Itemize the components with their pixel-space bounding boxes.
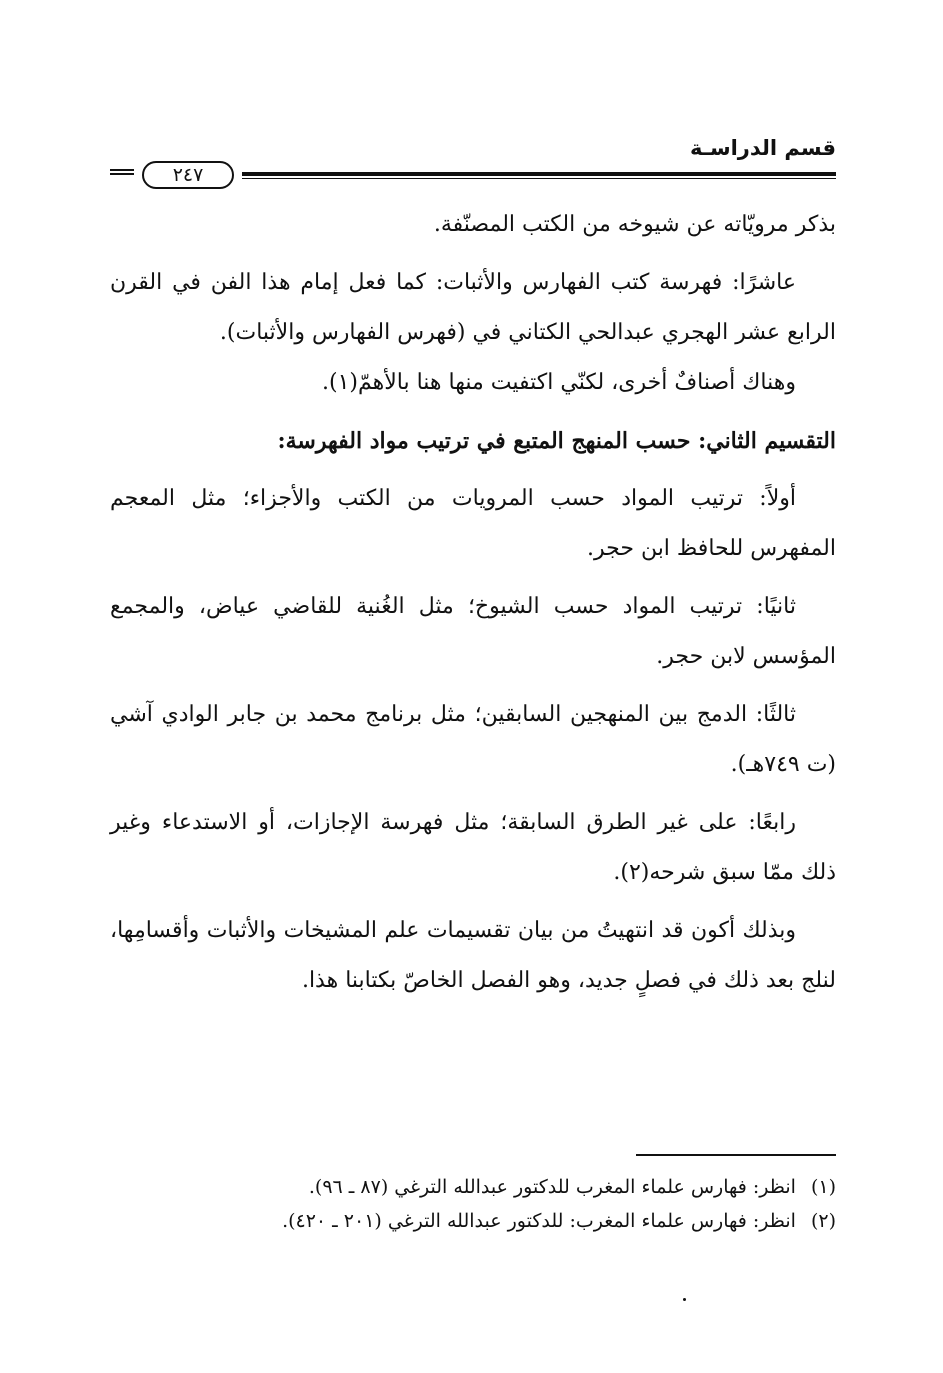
spacer	[110, 790, 836, 798]
page-header	[110, 128, 836, 184]
footnote-number: (١)	[810, 1176, 836, 1198]
print-speck	[683, 1298, 686, 1301]
page-number: ٢٤٧	[142, 161, 234, 189]
header-rule-thick	[242, 172, 836, 176]
paragraph-fourth: رابعًا: على غير الطرق السابقة؛ مثل فهرسة الإجازات، أو الاستدعاء وغير ذلك ممّا سبق شرحه(٢).	[110, 810, 836, 885]
header-rule-thin	[242, 178, 836, 179]
spacer	[110, 898, 836, 906]
footnotes	[110, 1170, 836, 1238]
spacer	[110, 466, 836, 474]
footnote-number: (٢)	[810, 1210, 836, 1232]
paragraph-continuation: بذكر مرويّاته عن شيوخه من الكتب المصنّفة.	[433, 212, 836, 237]
paragraph-conclusion: وبذلك أكون قد انتهيتُ من بيان تقسيمات علم المشيخات والأثبات وأقسامِها، لنلج بعد ذلك في فصلٍ جديد، وهو الفصل الخاصّ بكتابنا هذا.	[110, 918, 836, 993]
spacer	[110, 408, 836, 416]
footnote-text: انظر: فهارس علماء المغرب للدكتور عبدالله الترغي (٨٧ ـ ٩٦).	[308, 1176, 796, 1198]
section-title: قسم الدراسـة	[690, 136, 836, 160]
paragraph-second: ثانيًا: ترتيب المواد حسب الشيوخ؛ مثل الغُنية للقاضي عياض، والمجمع المؤسس لابن حجر.	[110, 594, 836, 669]
paragraph-third: ثالثًا: الدمج بين المنهجين السابقين؛ مثل برنامج محمد بن جابر الوادي آشي (ت ٧٤٩هـ).	[110, 702, 836, 777]
paragraph-other-types: وهناك أصنافٌ أخرى، لكنّي اكتفيت منها هنا بالأهمّ(١).	[321, 370, 796, 395]
footnote-text: انظر: فهارس علماء المغرب: للدكتور عبدالله الترغي (٢٠١ ـ ٤٢٠).	[282, 1210, 796, 1232]
paragraph-tenth: عاشرًا: فهرسة كتب الفهارس والأثبات: كما فعل إمام هذا الفن في القرن الرابع عشر الهجري عبدالحي الكتاني في (فهرس الفهارس والأثبات).	[110, 270, 836, 345]
spacer	[110, 682, 836, 690]
spacer	[110, 574, 836, 582]
section-heading: التقسيم الثاني: حسب المنهج المتبع في ترتيب مواد الفهرسة:	[277, 428, 836, 454]
footnote-2	[110, 1204, 836, 1238]
header-ornament	[110, 169, 134, 175]
spacer	[110, 250, 836, 258]
footnote-1	[110, 1170, 836, 1204]
footnote-separator	[636, 1154, 836, 1156]
paragraph-first: أولاً: ترتيب المواد حسب المرويات من الكتب والأجزاء؛ مثل المعجم المفهرس للحافظ ابن حجر.	[110, 486, 836, 561]
main-text	[110, 200, 836, 1006]
